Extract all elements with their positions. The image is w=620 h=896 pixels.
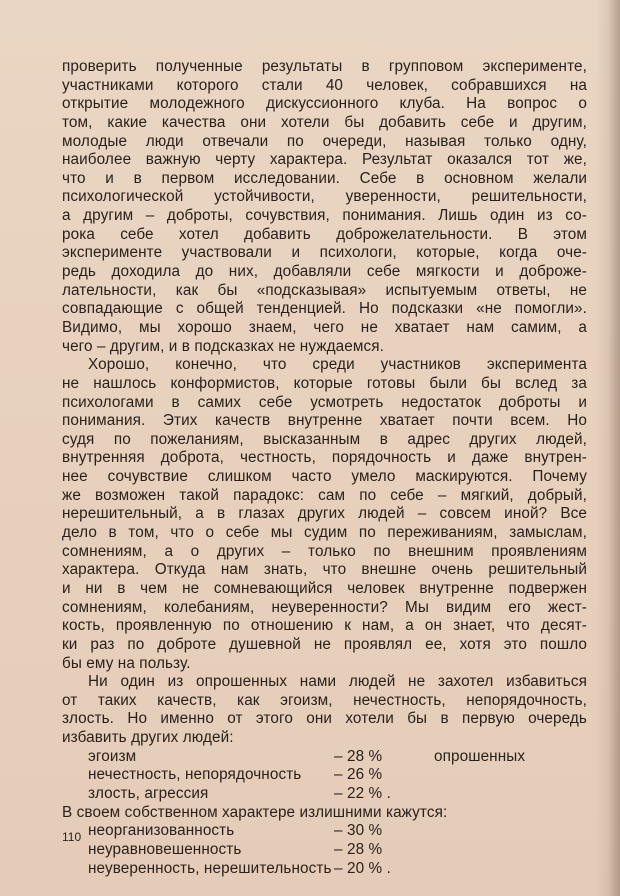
stats-label: злость, агрессия bbox=[88, 784, 209, 802]
text-line: же возможен такой парадокс: сам по себе – мягкий, добрый, bbox=[62, 486, 587, 504]
text-line: дело в том, что о себе мы судим по переживаниям, замыслам, bbox=[62, 524, 587, 542]
stats-value: – 28 % bbox=[334, 840, 383, 858]
text-line: кость, проявленную по отношению к нам, а он знает, что десят- bbox=[62, 617, 587, 635]
text-line: эксперименте участвовали и психологи, которые, когда оче- bbox=[62, 244, 587, 262]
page-spine-shadow bbox=[608, 0, 620, 896]
text-line: и ни в чем не сомневающийся человек внутренне подвержен bbox=[62, 579, 587, 597]
stats-value: – 20 % . bbox=[334, 859, 391, 877]
text-line: рока себе хотел добавить доброжелательности. В этом bbox=[62, 225, 587, 243]
text-line: Видимо, мы хорошо знаем, чего не хватает нам самим, а bbox=[62, 318, 587, 336]
self-stats-list bbox=[62, 822, 587, 878]
stats-label: неуравновешенность bbox=[88, 840, 242, 858]
text-line: понимания. Этих качеств внутренне хватает почти всем. Но bbox=[62, 412, 587, 430]
stats-value: – 30 % bbox=[334, 822, 383, 840]
paragraph-lines bbox=[62, 58, 587, 748]
stats-label: нечестность, непорядочность bbox=[88, 766, 302, 784]
text-line: участниками которого стали 40 человек, собравшихся на bbox=[62, 76, 587, 94]
text-line: психологами в самих себе усмотреть недостаток доброты и bbox=[62, 393, 587, 411]
text-line: злость. Но именно от этого они хотели бы в первую очередь bbox=[62, 710, 587, 728]
body-text bbox=[62, 58, 587, 878]
text-line: сомнениям, колебаниям, неуверенности? Мы видим его жест- bbox=[62, 598, 587, 616]
text-line: бы ему на пользу. bbox=[62, 654, 191, 672]
stats-row bbox=[62, 822, 587, 841]
stats-value: – 26 % bbox=[334, 766, 383, 784]
text-line: совпадающие с общей тенденцией. Но подсказки «не помогли». bbox=[62, 300, 587, 318]
text-line: судя по пожеланиям, высказанным в адрес других людей, bbox=[62, 430, 587, 448]
text-line: нее сочувствие слишком часто умело маскируются. Почему bbox=[62, 468, 587, 486]
text-line: ки раз по доброте душевной не проявлял ее, хотя это пошло bbox=[62, 635, 587, 653]
stats-row bbox=[62, 860, 587, 879]
page-number: 110 bbox=[62, 830, 82, 844]
stats-row bbox=[62, 766, 587, 785]
stats-value: – 28 % bbox=[334, 747, 383, 765]
text-line: молодые люди отвечали по очереди, называя только одну, bbox=[62, 132, 587, 150]
text-line: нерешительный, а в глазах других людей – совсем иной? Все bbox=[62, 505, 587, 523]
stats-row bbox=[62, 785, 587, 804]
text-line: сомнениям, а о других – только по внешним проявлениям bbox=[62, 542, 587, 560]
text-line: Хорошо, конечно, что среди участников эксперимента bbox=[88, 356, 587, 374]
stats-value: – 22 % . bbox=[334, 784, 391, 802]
text-line: избавить других людей: bbox=[62, 729, 234, 747]
stats-label: неорганизованность bbox=[88, 822, 235, 840]
text-line: от таких качеств, как эгоизм, нечестность, непорядочность, bbox=[62, 691, 587, 709]
text-line: что и в первом исследовании. Себе в основном желали bbox=[62, 169, 587, 187]
text-line: психологической устойчивости, уверенности, решительности, bbox=[62, 188, 587, 206]
stats-note: опрошенных bbox=[434, 747, 526, 765]
stats-label: неуверенность, нерешительность bbox=[88, 859, 332, 877]
text-line: не нашлось конформистов, которые готовы были бы вслед за bbox=[62, 374, 587, 392]
text-line: чего – другим, и в подсказках не нуждаемся. bbox=[62, 337, 384, 355]
text-line: внутренняя доброта, честность, порядочность и даже внутрен- bbox=[62, 449, 587, 467]
text-line: открытие молодежного дискуссионного клуба. На вопрос о bbox=[62, 95, 587, 113]
stats-row bbox=[62, 748, 587, 767]
text-line: характера. Откуда нам знать, что внешне очень решительный bbox=[62, 561, 587, 579]
stats-label: эгоизм bbox=[88, 747, 137, 765]
text-line: редь доходила до них, добавляли себе мягкости и доброже- bbox=[62, 263, 587, 281]
self-stats-intro: В своем собственном характере излишними кажутся: bbox=[62, 803, 448, 821]
text-line: лательности, как бы «подсказывая» испытуемым ответы, не bbox=[62, 281, 587, 299]
stats-row bbox=[62, 841, 587, 860]
text-line: том, какие качества они хотели бы добавить себе и другим, bbox=[62, 113, 587, 131]
text-line: проверить полученные результаты в групповом эксперименте, bbox=[62, 58, 587, 75]
others-stats-list bbox=[62, 748, 587, 804]
text-line: а другим – доброты, сочувствия, понимания. Лишь один из со- bbox=[62, 207, 587, 225]
text-line: Ни один из опрошенных нами людей не захотел избавиться bbox=[88, 673, 587, 691]
text-line: наиболее важную черту характера. Результат оказался тот же, bbox=[62, 151, 587, 169]
